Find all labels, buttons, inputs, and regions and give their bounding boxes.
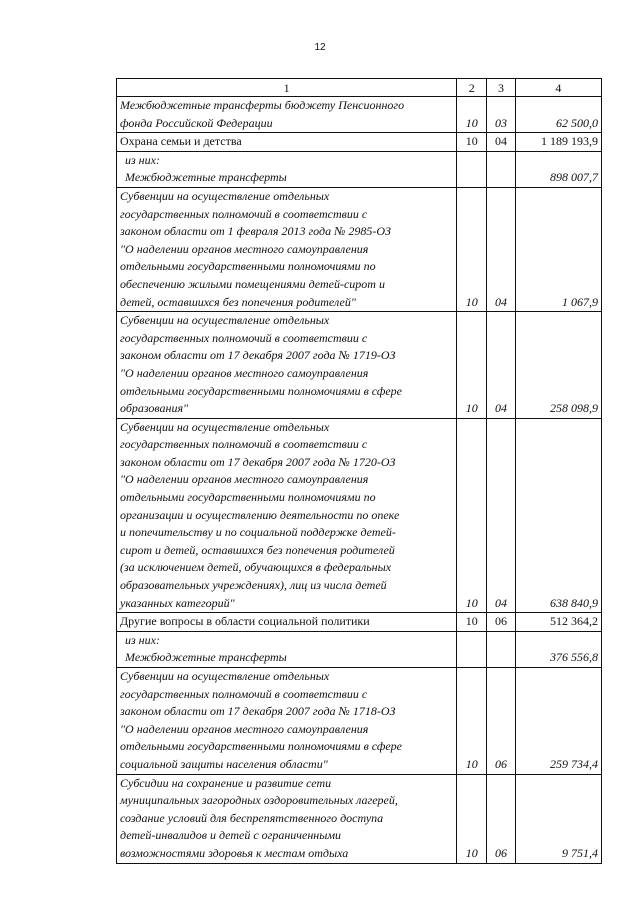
subsection-code: 04 [487,418,516,613]
description-line: Субвенции на осуществление отдельных [120,188,330,203]
description-line: Субвенции на осуществление отдельных [120,419,330,434]
row-description [117,187,457,311]
row-description [117,631,457,667]
table-row [117,97,602,133]
row-description [117,133,457,152]
description-line: отдельными государственными полномочиями в сфере [120,739,402,754]
table-row [117,774,602,863]
subsection-code: 06 [487,613,516,632]
description-line: "О наделении органов местного самоуправления [120,721,369,736]
description-line: отдельными государственными полномочиями в сфере [120,383,402,398]
section-code: 10 [457,668,487,775]
description-line: указанных категорий" [120,595,235,610]
section-code [457,631,487,667]
description-line: законом области от 1 февраля 2013 года № 2985-ОЗ [120,224,391,239]
description-line: законом области от 17 декабря 2007 года № 1719-ОЗ [120,348,396,363]
description-line: (за исключением детей, обучающихся в федеральных [120,560,392,575]
description-line: законом области от 17 декабря 2007 года № 1718-ОЗ [120,704,396,719]
section-code: 10 [457,774,487,863]
header-col-1: 1 [117,79,457,97]
page-number: 12 [314,42,326,53]
description-line: государственных полномочий в соответствии с [120,437,368,452]
subsection-code: 04 [487,133,516,152]
description-line: отдельными государственными полномочиями по [120,259,376,274]
amount: 898 007,7 [515,151,601,187]
table-row [117,151,602,187]
section-code: 10 [457,613,487,632]
budget-table [116,78,602,864]
amount: 62 500,0 [515,97,601,133]
row-description [117,613,457,632]
description-line: Межбюджетные трансферты бюджету Пенсионного [120,98,405,112]
row-description [117,668,457,775]
description-line: Субвенции на осуществление отдельных [120,313,330,328]
description-line: фонда Российской Федерации [120,115,273,130]
description-line: Субсидии на сохранение и развитие сети [120,775,332,790]
table-row [117,631,602,667]
description-line: государственных полномочий в соответствии с [120,206,368,221]
subsection-code: 06 [487,668,516,775]
subsection-code: 04 [487,312,516,419]
header-col-2: 2 [457,79,487,97]
description-line: детей, оставшихся без попечения родителей" [120,294,356,309]
row-description [117,418,457,613]
amount: 638 840,9 [515,418,601,613]
table-row [117,133,602,152]
subsection-code [487,151,516,187]
amount: 259 734,4 [515,668,601,775]
table-row [117,668,602,775]
description-line: детей-инвалидов и детей с ограниченными [120,828,342,843]
description-line: Охрана семьи и детства [120,134,242,149]
table-row [117,418,602,613]
table-row [117,613,602,632]
section-code: 10 [457,97,487,133]
description-line: создание условий для беспрепятственного доступа [120,810,384,825]
description-line: Межбюджетные трансферты [125,170,287,185]
subsection-code: 04 [487,187,516,311]
row-description [117,774,457,863]
description-line: государственных полномочий в соответствии с [120,686,368,701]
description-line: из них: [125,152,160,167]
description-line: Межбюджетные трансферты [125,650,287,665]
amount: 376 556,8 [515,631,601,667]
description-line: и попечительству и по социальной поддержке детей- [120,525,396,540]
amount: 1 067,9 [515,187,601,311]
description-line: Другие вопросы в области социальной политики [120,614,370,629]
description-line: законом области от 17 декабря 2007 года № 1720-ОЗ [120,454,396,469]
section-code [457,151,487,187]
header-col-3: 3 [487,79,516,97]
row-description [117,151,457,187]
section-code: 10 [457,133,487,152]
section-code: 10 [457,312,487,419]
description-line: образовательных учреждениях), лиц из числа детей [120,578,387,593]
subsection-code: 06 [487,774,516,863]
amount: 512 364,2 [515,613,601,632]
row-description [117,312,457,419]
description-line: сирот и детей, оставшихся без попечения родителей [120,542,395,557]
amount: 1 189 193,9 [515,133,601,152]
header-row [117,79,602,97]
table-row [117,312,602,419]
subsection-code [487,631,516,667]
description-line: государственных полномочий в соответствии с [120,330,368,345]
description-line: обеспечению жилыми помещениями детей-сирот и [120,276,385,291]
description-line: организации и осуществлению деятельности по опеке [120,507,400,522]
header-col-4: 4 [515,79,601,97]
description-line: Субвенции на осуществление отдельных [120,669,330,683]
table-row [117,187,602,311]
description-line: муниципальных загородных оздоровительных лагерей, [120,793,398,808]
description-line: социальной защиты населения области" [120,756,328,771]
description-line: "О наделении органов местного самоуправления [120,472,369,487]
amount: 9 751,4 [515,774,601,863]
description-line: образования" [120,401,189,416]
amount: 258 098,9 [515,312,601,419]
section-code: 10 [457,418,487,613]
description-line: отдельными государственными полномочиями по [120,490,376,505]
description-line: возможностями здоровья к местам отдыха [120,845,349,860]
description-line: "О наделении органов местного самоуправления [120,365,369,380]
description-line: из них: [125,632,160,647]
row-description [117,97,457,133]
subsection-code: 03 [487,97,516,133]
section-code: 10 [457,187,487,311]
description-line: "О наделении органов местного самоуправления [120,241,369,256]
